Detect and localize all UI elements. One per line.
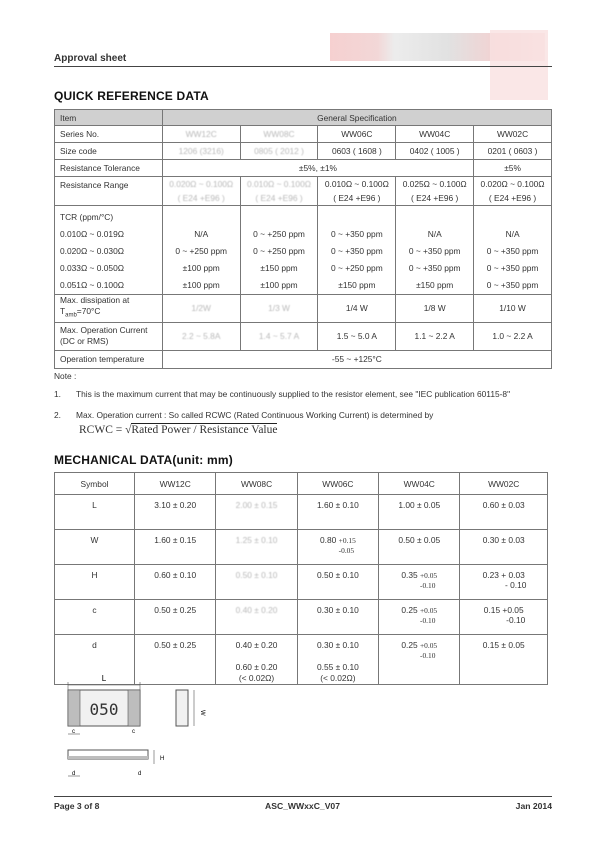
tcr-range-label: 0.010Ω ~ 0.019Ω <box>60 229 124 239</box>
cell: 0.40 ± 0.20 <box>216 600 297 635</box>
col-header: WW12C <box>135 473 216 495</box>
table-row-tcr <box>55 206 552 295</box>
col-header: WW08C <box>216 473 297 495</box>
header-title: Approval sheet <box>54 53 127 64</box>
note-number: 1. <box>54 389 61 399</box>
cell: 0.50 ± 0.10 <box>216 565 297 600</box>
row-label-2: $T_{amb}=70^\circ C$ <box>60 306 101 319</box>
cell: 1.60 ± 0.10 <box>297 495 378 530</box>
symbol-cell: H <box>55 565 135 600</box>
cell: 1.4 ~ 5.7 A <box>240 322 318 350</box>
cell: WW04C <box>396 126 474 143</box>
cell: ±100 ppm <box>182 280 220 290</box>
table-header-row <box>55 473 548 495</box>
table-row <box>55 600 548 635</box>
cell: ( E24 +E96 ) <box>333 193 381 203</box>
dim-c-label: c <box>72 729 75 735</box>
cell: 2.00 ± 0.15 <box>216 495 297 530</box>
dim-c-label: c <box>132 729 135 735</box>
table-row-current <box>55 322 552 350</box>
row-label: Size code <box>55 143 163 160</box>
cell: 0.010Ω ~ 0.100Ω <box>247 179 312 189</box>
row-label: Resistance Range <box>55 177 163 206</box>
row-label: Max. Operation Current <box>60 325 148 336</box>
footer-divider <box>54 796 552 797</box>
cell: -55 ~ +125°C <box>162 350 551 368</box>
cell: 0 ~ +350 ppm <box>486 263 539 273</box>
cell: 1/3 W <box>240 295 318 323</box>
notes-section <box>54 371 542 446</box>
dim-L-label: L <box>101 674 107 683</box>
cell: 0.40 ± 0.20 0.60 ± 0.20 (< 0.02Ω) <box>216 635 297 685</box>
table-row-temperature <box>55 350 552 368</box>
cell: ±150 ppm <box>416 280 454 290</box>
cell: 1.0 ~ 2.2 A <box>474 322 552 350</box>
cell: 1/4 W <box>318 295 396 323</box>
row-label: Max. dissipation at <box>60 295 130 305</box>
cell: 0.50 ± 0.25 <box>135 600 216 635</box>
cell: 0 ~ +350 ppm <box>408 263 461 273</box>
tcr-range-label: 0.020Ω ~ 0.030Ω <box>60 246 124 256</box>
note-item <box>54 410 542 436</box>
cell: 0.23 + 0.03 - 0.10 <box>460 565 548 600</box>
cell: 0.25 +0.05 -0.10 <box>379 635 460 685</box>
cell: 1.00 ± 0.05 <box>379 495 460 530</box>
cell: 0.025Ω ~ 0.100Ω <box>402 179 467 189</box>
rcwc-formula: RCWC = √Rated Power / Resistance Value <box>79 424 278 436</box>
terminal-left <box>68 690 80 726</box>
cell: 3.10 ± 0.20 <box>135 495 216 530</box>
cell: 0.35 +0.05 -0.10 <box>379 565 460 600</box>
cell: WW06C <box>318 126 396 143</box>
cell: ( E24 +E96 ) <box>411 193 459 203</box>
table-row <box>55 565 548 600</box>
row-label: Series No. <box>55 126 163 143</box>
cell: ±100 ppm <box>182 263 220 273</box>
cell: 2.2 ~ 5.8A <box>162 322 240 350</box>
footer-page: Page 3 of 8 <box>54 801 100 811</box>
cell: 0.50 ± 0.05 <box>379 530 460 565</box>
cell: 0.30 ± 0.10 <box>297 600 378 635</box>
cell: 0.30 ± 0.03 <box>460 530 548 565</box>
cell: 0805 ( 2012 ) <box>240 143 318 160</box>
cell: 0.15 +0.05 -0.10 <box>460 600 548 635</box>
row-label: Resistance Tolerance <box>55 160 163 177</box>
cell: 0.30 ± 0.10 0.55 ± 0.10 (< 0.02Ω) <box>297 635 378 685</box>
cell: 0.15 ± 0.05 <box>460 635 548 685</box>
col-item-header: Item <box>55 110 163 126</box>
notes-title: Note : <box>54 371 77 381</box>
cell: 0 ~ +350 ppm <box>486 280 539 290</box>
symbol-cell: c <box>55 600 135 635</box>
footer-doc-id: ASC_WWxxC_V07 <box>265 801 340 811</box>
cell: 0.80 +0.15 -0.05 <box>297 530 378 565</box>
cell: 1/2W <box>162 295 240 323</box>
cell: 0 ~ +250 ppm <box>253 246 305 256</box>
tcr-range-label: 0.033Ω ~ 0.050Ω <box>60 263 124 273</box>
sqrt-symbol: √ <box>125 424 132 436</box>
cell: ( E24 +E96 ) <box>177 193 225 203</box>
cell: 0201 ( 0603 ) <box>474 143 552 160</box>
cell: 1206 (3216) <box>162 143 240 160</box>
quick-reference-title: QUICK REFERENCE DATA <box>54 89 209 103</box>
dim-d-label: d <box>72 771 76 777</box>
cell: ±150 ppm <box>260 263 298 273</box>
table-row-range <box>55 177 552 206</box>
cell: 0.50 ± 0.25 <box>135 635 216 685</box>
cell: N/A <box>194 229 209 239</box>
table-row-tolerance <box>55 160 552 177</box>
cell: ±100 ppm <box>260 280 298 290</box>
note-item <box>54 389 542 400</box>
table-header-row <box>55 110 552 126</box>
dim-W-label: W <box>199 710 205 716</box>
chip-side-view <box>176 690 188 726</box>
dim-d-label: d <box>138 771 142 777</box>
row-label: Operation temperature <box>55 350 163 368</box>
symbol-cell: d <box>55 635 135 685</box>
cell: 0.60 ± 0.10 <box>135 565 216 600</box>
quick-reference-table <box>54 109 552 369</box>
cell: 0 ~ +250 ppm <box>253 229 305 239</box>
cell: 0603 ( 1608 ) <box>318 143 396 160</box>
table-row-series <box>55 126 552 143</box>
table-row <box>55 495 548 530</box>
cell: 1.25 ± 0.10 <box>216 530 297 565</box>
cell: 0.020Ω ~ 0.100Ω <box>480 179 545 189</box>
cell: 0.25 +0.05 -0.10 <box>379 600 460 635</box>
cell: 0 ~ +350 ppm <box>331 229 383 239</box>
table-row-size <box>55 143 552 160</box>
symbol-cell: W <box>55 530 135 565</box>
footer-date: Jan 2014 <box>515 801 552 811</box>
cell: 0402 ( 1005 ) <box>396 143 474 160</box>
chip-dimension-diagram <box>54 672 224 790</box>
note-number: 2. <box>54 410 61 420</box>
cell: ( E24 +E96 ) <box>255 193 303 203</box>
mechanical-data-title: MECHANICAL DATA(unit: mm) <box>54 453 233 467</box>
cell: 0.010Ω ~ 0.100Ω <box>324 179 389 189</box>
col-spec-header: General Specification <box>162 110 551 126</box>
company-logo-mark <box>490 30 548 100</box>
cell: 0.60 ± 0.03 <box>460 495 548 530</box>
cell: WW08C <box>240 126 318 143</box>
cell: 1/8 W <box>396 295 474 323</box>
row-label-2: (DC or RMS) <box>60 336 109 347</box>
terminal-right <box>128 690 140 726</box>
dim-H-label: H <box>160 756 165 762</box>
cell: 1.1 ~ 2.2 A <box>396 322 474 350</box>
col-header: WW02C <box>460 473 548 495</box>
row-label: TCR (ppm/°C) <box>60 212 114 222</box>
note-text: Max. Operation current : So called RCWC (Rated Continuous Working Current) is determined by <box>76 410 434 420</box>
cell: ±5% <box>474 160 552 177</box>
cell: 0 ~ +350 ppm <box>331 246 383 256</box>
cell: N/A <box>505 229 520 239</box>
col-header: WW04C <box>379 473 460 495</box>
tcr-range-label: 0.051Ω ~ 0.100Ω <box>60 280 124 290</box>
header-divider <box>54 66 552 67</box>
cell: ±5%, ±1% <box>162 160 473 177</box>
symbol-cell: L <box>55 495 135 530</box>
cell: ±150 ppm <box>338 280 376 290</box>
cell: WW02C <box>474 126 552 143</box>
chip-marking: 050 <box>89 700 119 719</box>
table-row <box>55 530 548 565</box>
cell: 1.60 ± 0.15 <box>135 530 216 565</box>
cell: ( E24 +E96 ) <box>488 193 537 203</box>
cell: N/A <box>427 229 442 239</box>
cell: 1.5 ~ 5.0 A <box>318 322 396 350</box>
cell: 0.50 ± 0.10 <box>297 565 378 600</box>
cell: WW12C <box>162 126 240 143</box>
cell: 0.020Ω ~ 0.100Ω <box>169 179 234 189</box>
cell: 1/10 W <box>474 295 552 323</box>
cell: 0 ~ +250 ppm <box>331 263 383 273</box>
col-header: Symbol <box>55 473 135 495</box>
cell: 0 ~ +250 ppm <box>175 246 228 256</box>
col-header: WW06C <box>297 473 378 495</box>
note-text: This is the maximum current that may be continuously supplied to the resistor element, see "IEC publication 60115-8" <box>76 389 511 399</box>
cell: 0 ~ +350 ppm <box>486 246 539 256</box>
table-row-dissipation <box>55 295 552 323</box>
mechanical-data-table <box>54 472 548 685</box>
cell: 0 ~ +350 ppm <box>408 246 461 256</box>
